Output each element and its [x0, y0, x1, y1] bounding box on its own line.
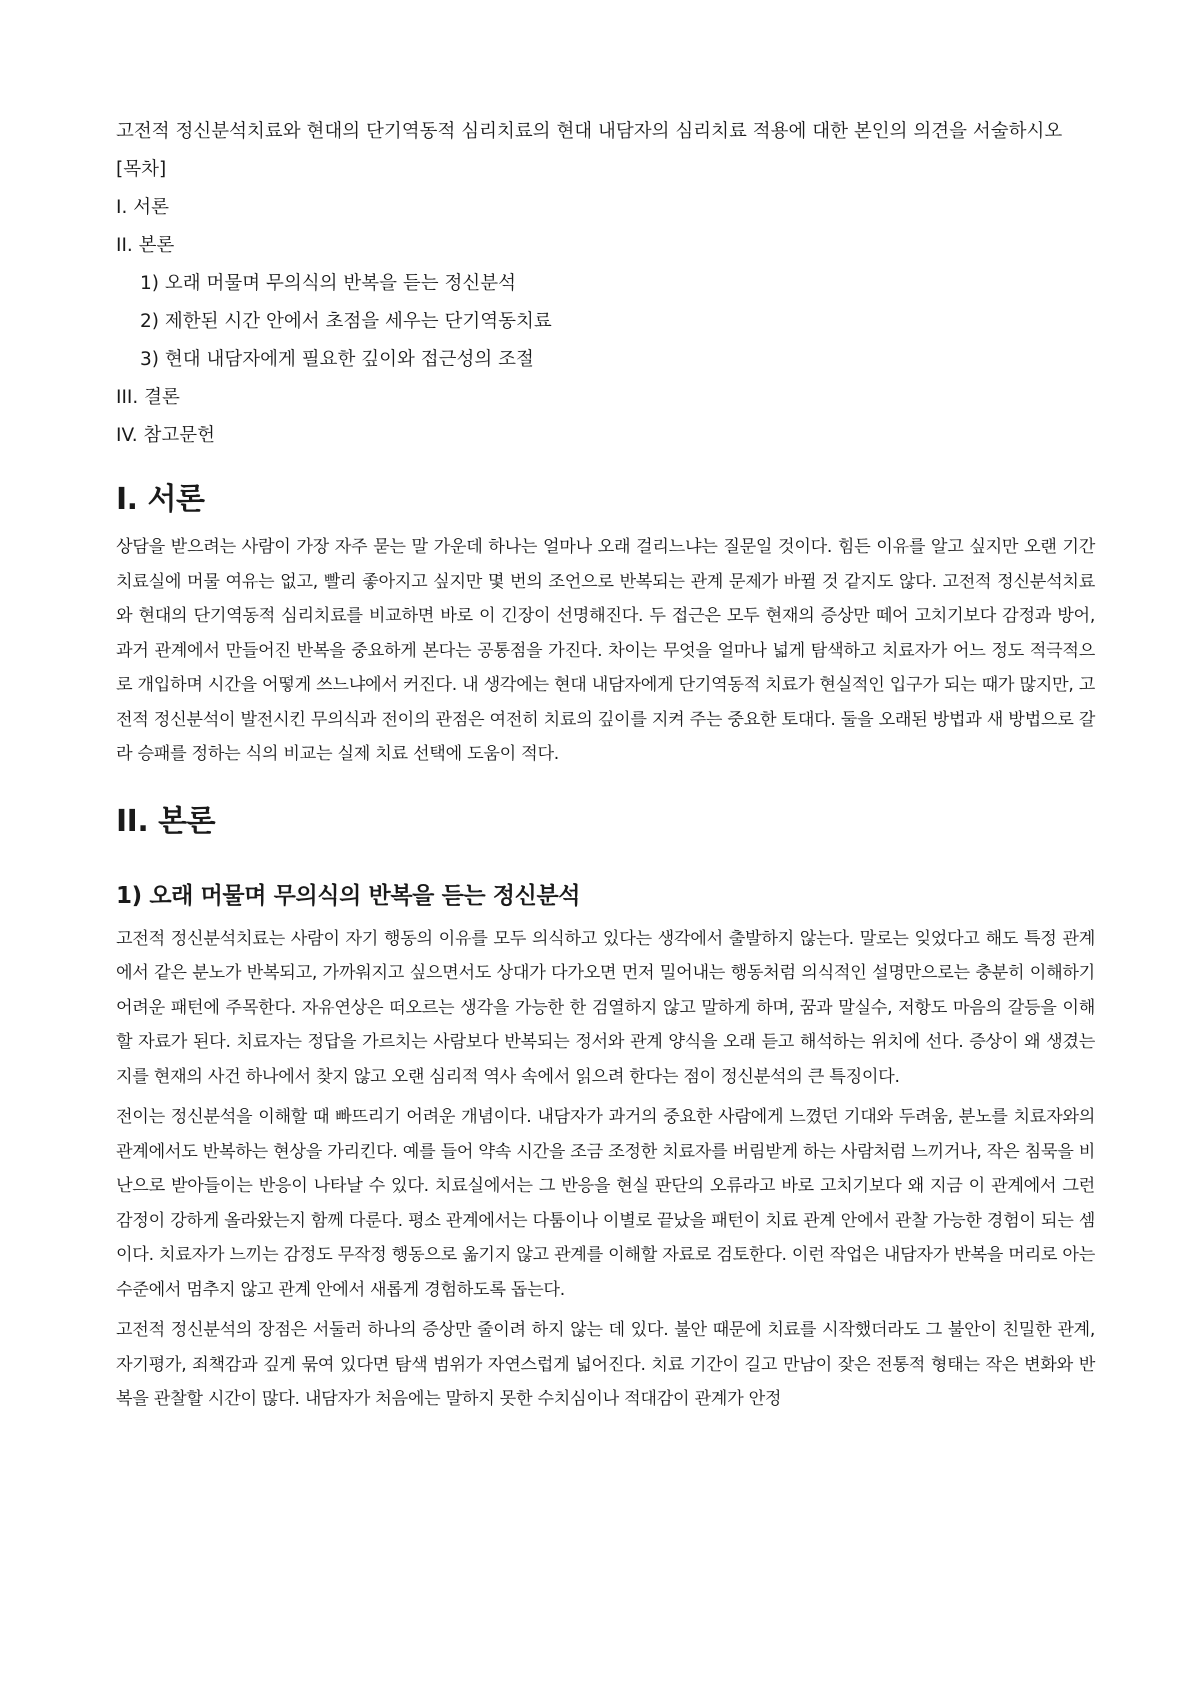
toc-subitem: 3) 현대 내담자에게 필요한 깊이와 접근성의 조절: [140, 349, 534, 370]
table-of-contents: [116, 156, 1095, 450]
paragraph: 고전적 정신분석치료는 사람이 자기 행동의 이유를 모두 의식하고 있다는 생각에서 출발하지 않는다. 말로는 잊었다고 해도 특정 관계에서 같은 분노가 반복되고, 가까워지고 싶으면서도 상대가 다가오면 먼저 밀어내는 행동처럼 의식적인 설명만으로는 충분히 이해하기 어려운 패턴에 주목한다. 자유연상은 떠오르는 생각을 가능한 한 검열하지 않고 말하게 하며, 꿈과 말실수, 저항도 마음의 갈등을 이해할 자료가 된다. 치료자는 정답을 가르치는 사람보다 반복되는 정서와 관계 양식을 오래 듣고 해석하는 위치에 선다. 증상이 왜 생겼는지를 현재의 사건 하나에서 찾지 않고 오랜 심리적 역사 속에서 읽으려 한다는 점이 정신분석의 큰 특징이다.: [116, 928, 1095, 1087]
paragraph: 전이는 정신분석을 이해할 때 빠뜨리기 어려운 개념이다. 내담자가 과거의 중요한 사람에게 느꼈던 기대와 두려움, 분노를 치료자와의 관계에서도 반복하는 현상을 가리킨다. 예를 들어 약속 시간을 조금 조정한 치료자를 버림받게 하는 사람처럼 느끼거나, 작은 침묵을 비난으로 받아들이는 반응이 나타날 수 있다. 치료실에서는 그 반응을 현실 판단의 오류라고 바로 고치기보다 왜 지금 이 관계에서 그런 감정이 강하게 올라왔는지 함께 다룬다. 평소 관계에서는 다툼이나 이별로 끝났을 패턴이 치료 관계 안에서 관찰 가능한 경험이 되는 셈이다. 치료자가 느끼는 감정도 무작정 행동으로 옮기지 않고 관계를 이해할 자료로 검토한다. 이런 작업은 내담자가 반복을 머리로 아는 수준에서 멈추지 않고 관계 안에서 새롭게 경험하도록 돕는다.: [116, 1107, 1095, 1300]
subsection-heading: 1) 오래 머물며 무의식의 반복을 듣는 정신분석: [116, 882, 581, 909]
assignment-title: 고전적 정신분석치료와 현대의 단기역동적 심리치료의 현대 내담자의 심리치료 적용에 대한 본인의 의견을 서술하시오: [116, 121, 1063, 142]
toc-item: IV. 참고문헌: [116, 425, 215, 446]
toc-subitem: 2) 제한된 시간 안에서 초점을 세우는 단기역동치료: [140, 311, 552, 332]
toc-subitem: 1) 오래 머물며 무의식의 반복을 듣는 정신분석: [140, 273, 516, 294]
paragraph: 고전적 정신분석의 장점은 서둘러 하나의 증상만 줄이려 하지 않는 데 있다. 불안 때문에 치료를 시작했더라도 그 불안이 친밀한 관계, 자기평가, 죄책감과 깊게 묶여 있다면 탐색 범위가 자연스럽게 넓어진다. 치료 기간이 길고 만남이 잦은 전통적 형태는 작은 변화와 반복을 관찰할 시간이 많다. 내담자가 처음에는 말하지 못한 수치심이나 적대감이 관계가 안정: [116, 1320, 1095, 1409]
paragraph: 상담을 받으려는 사람이 가장 자주 묻는 말 가운데 하나는 얼마나 오래 걸리느냐는 질문일 것이다. 힘든 이유를 알고 싶지만 오랜 기간 치료실에 머물 여유는 없고, 빨리 좋아지고 싶지만 몇 번의 조언으로 반복되는 관계 문제가 바뀔 것 같지도 않다. 고전적 정신분석치료와 현대의 단기역동적 심리치료를 비교하면 바로 이 긴장이 선명해진다. 두 접근은 모두 현재의 증상만 떼어 고치기보다 감정과 방어, 과거 관계에서 만들어진 반복을 중요하게 본다는 공통점을 가진다. 차이는 무엇을 얼마나 넓게 탐색하고 치료자가 어느 정도 적극적으로 개입하며 시간을 어떻게 쓰느냐에서 커진다. 내 생각에는 현대 내담자에게 단기역동적 치료가 현실적인 입구가 되는 때가 많지만, 고전적 정신분석이 발전시킨 무의식과 전이의 관점은 여전히 치료의 깊이를 지켜 주는 중요한 토대다. 둘을 오래된 방법과 새 방법으로 갈라 승패를 정하는 식의 비교는 실제 치료 선택에 도움이 적다.: [116, 537, 1095, 764]
toc-heading: [목차]: [116, 159, 167, 180]
toc-item: III. 결론: [116, 387, 180, 408]
section-heading-body: II. 본론: [116, 803, 216, 839]
toc-item: I. 서론: [116, 197, 169, 218]
toc-item: II. 본론: [116, 235, 175, 256]
section-heading-intro: I. 서론: [116, 482, 205, 517]
